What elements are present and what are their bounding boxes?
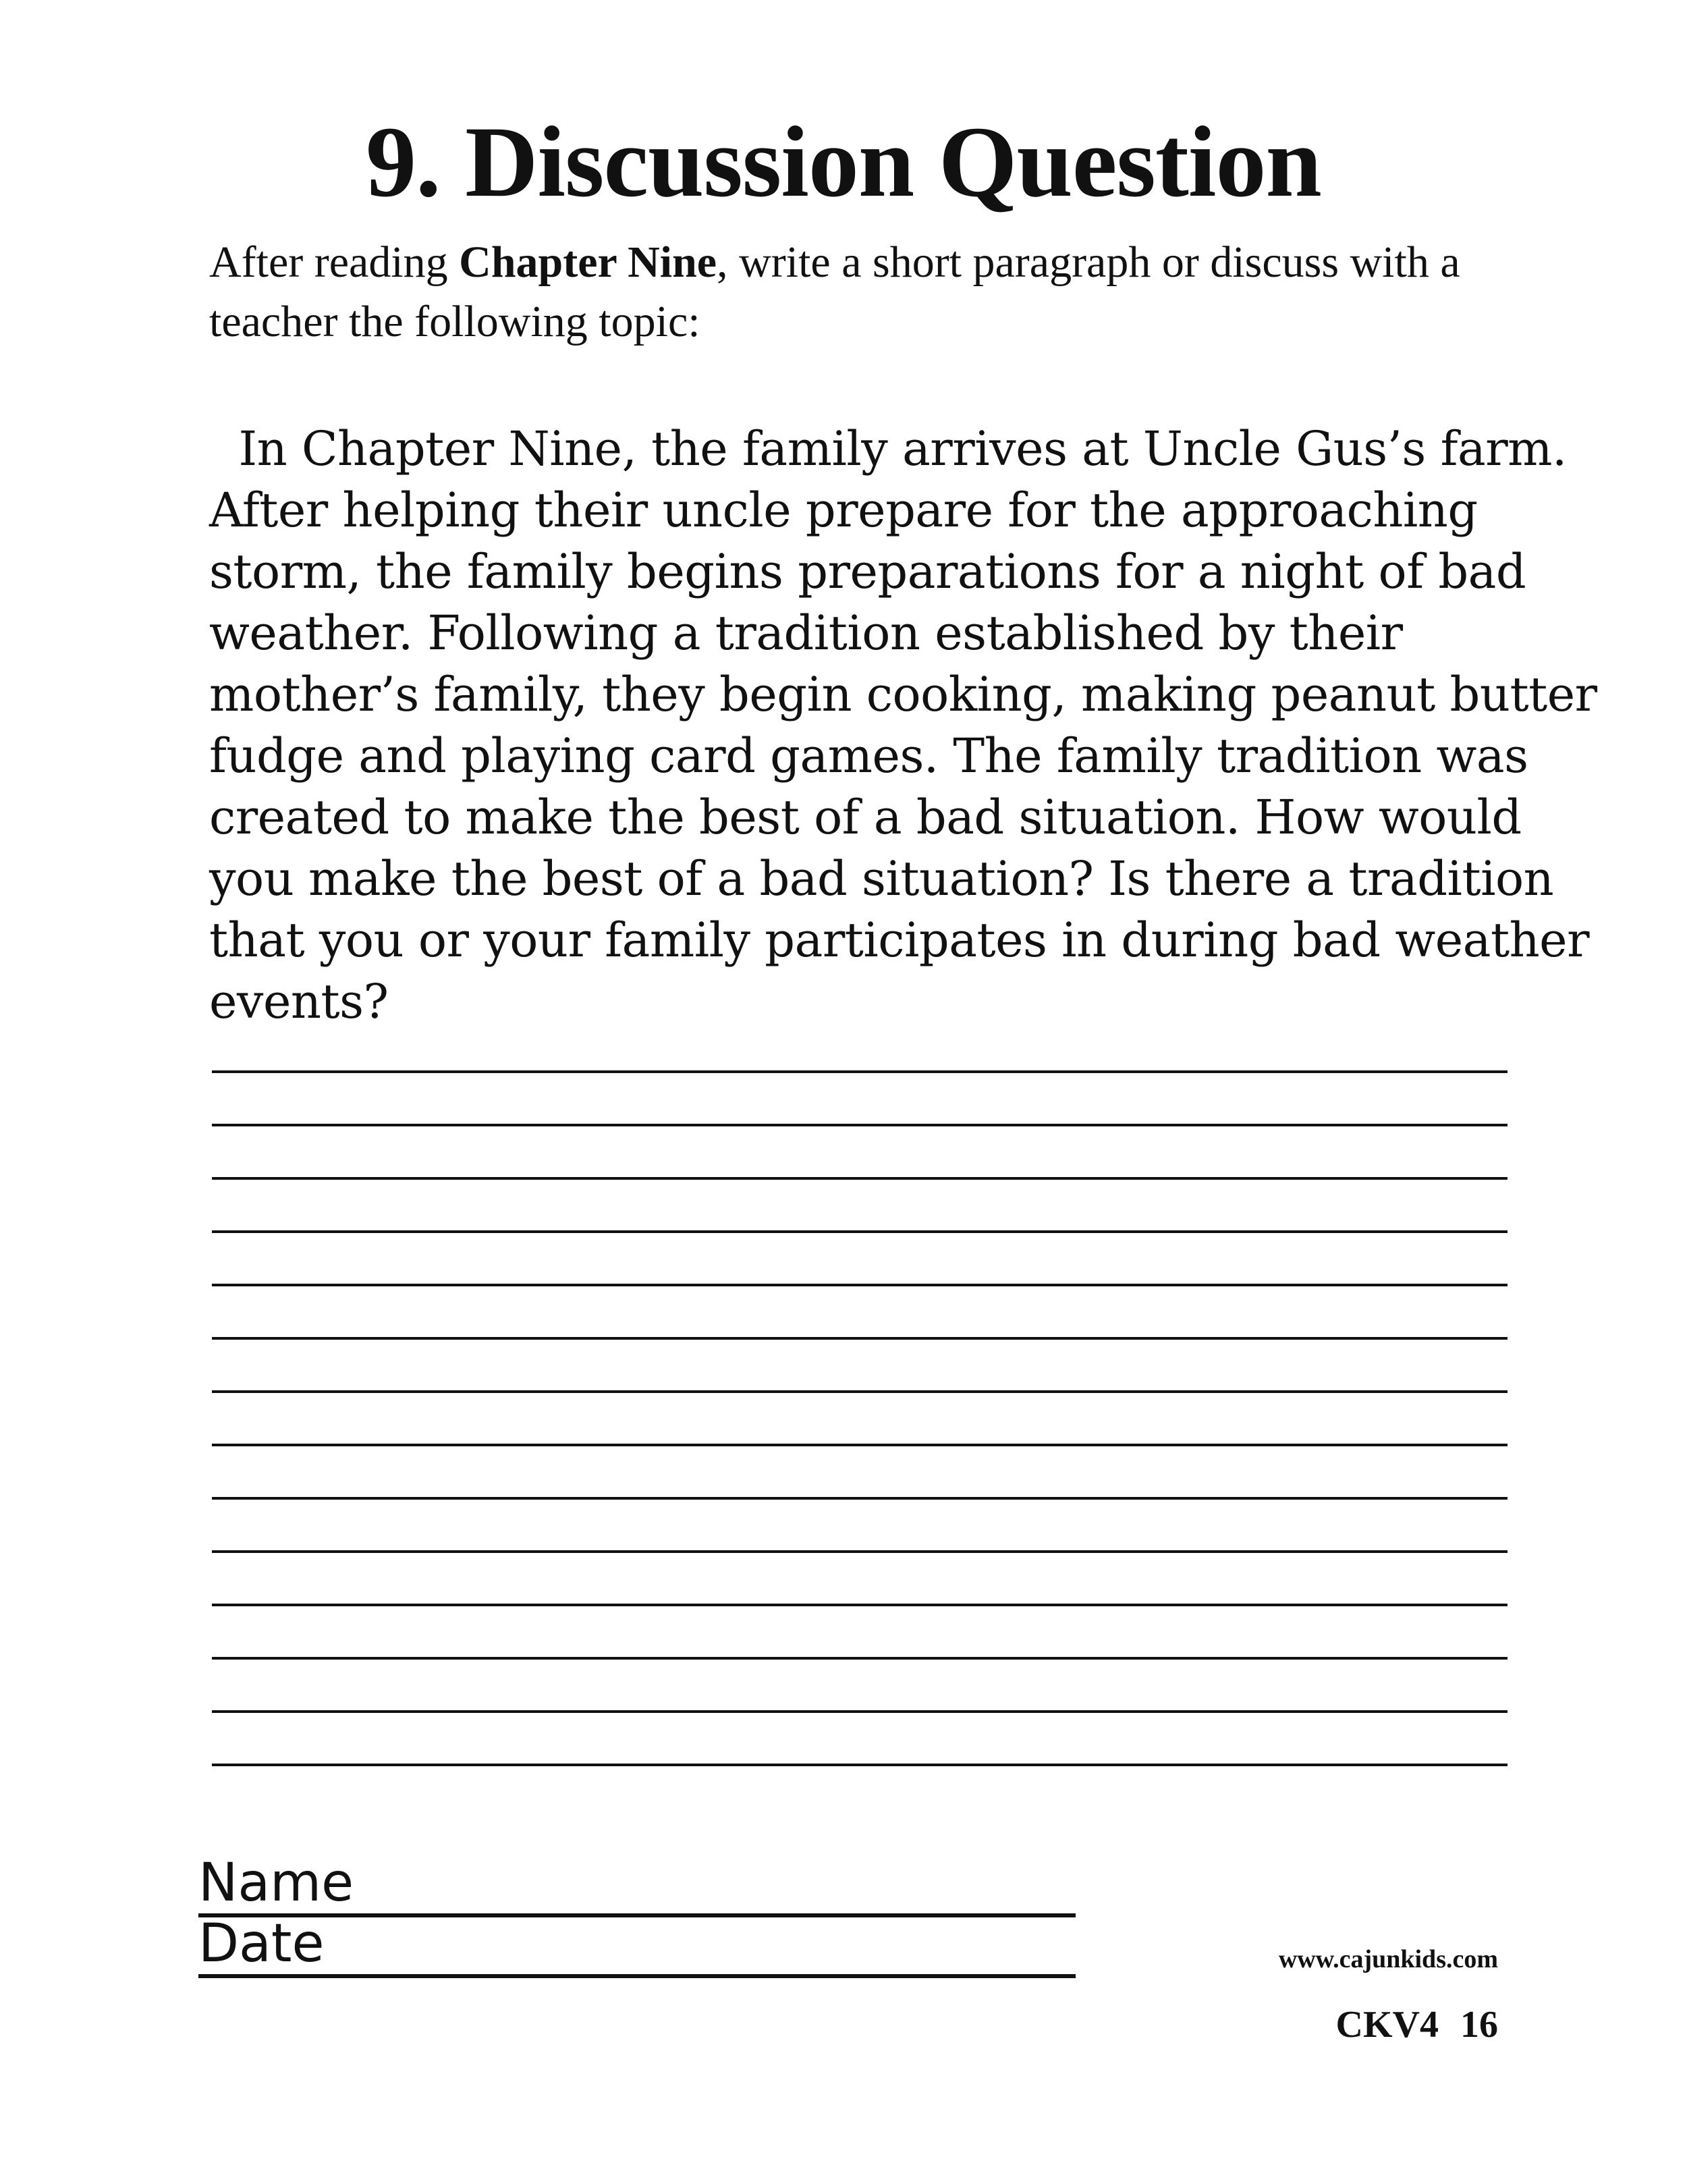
answer-line[interactable] xyxy=(212,1070,1508,1073)
answer-line[interactable] xyxy=(212,1657,1508,1660)
name-field[interactable] xyxy=(198,1853,1076,1917)
prompt-line: mother’s family, they begin cooking, making peanut butter xyxy=(209,667,1597,722)
prompt-line: storm, the family begins preparations for a night of bad xyxy=(209,544,1526,599)
answer-line[interactable] xyxy=(212,1390,1508,1393)
name-label: Name xyxy=(198,1853,354,1913)
instructions xyxy=(209,233,1525,352)
instructions-rest: , write a short paragraph or discuss with a teacher the following topic: xyxy=(209,238,1460,346)
prompt-line: that you or your family participates in during bad weather xyxy=(209,912,1590,968)
page-title: 9. Discussion Question xyxy=(366,106,1321,218)
discussion-prompt xyxy=(209,418,1597,1033)
answer-line[interactable] xyxy=(212,1497,1508,1500)
chapter-reference: Chapter Nine xyxy=(459,238,717,287)
prompt-line: created to make the best of a bad situation. How would xyxy=(209,790,1522,845)
prompt-line: weather. Following a tradition established by their xyxy=(209,605,1403,661)
prompt-line: In Chapter Nine, the family arrives at Uncle Gus’s farm. xyxy=(209,421,1567,476)
prompt-line: events? xyxy=(209,974,389,1029)
answer-line[interactable] xyxy=(212,1604,1508,1606)
answer-line[interactable] xyxy=(212,1284,1508,1286)
answer-line[interactable] xyxy=(212,1444,1508,1446)
date-field[interactable] xyxy=(198,1913,1076,1978)
date-label: Date xyxy=(198,1913,325,1974)
instructions-lead: After reading xyxy=(209,238,460,287)
answer-line[interactable] xyxy=(212,1177,1508,1180)
prompt-line: After helping their uncle prepare for the approaching xyxy=(209,483,1478,538)
page-code: CKV4 16 xyxy=(1335,2004,1498,2046)
prompt-line: you make the best of a bad situation? Is there a tradition xyxy=(209,851,1554,906)
answer-line[interactable] xyxy=(212,1124,1508,1126)
website-link[interactable]: www.cajunkids.com xyxy=(1278,1945,1498,1973)
answer-line[interactable] xyxy=(212,1764,1508,1766)
answer-line[interactable] xyxy=(212,1337,1508,1340)
answer-line[interactable] xyxy=(212,1230,1508,1233)
answer-line[interactable] xyxy=(212,1710,1508,1713)
answer-line[interactable] xyxy=(212,1550,1508,1553)
prompt-line: fudge and playing card games. The family tradition was xyxy=(209,728,1528,784)
